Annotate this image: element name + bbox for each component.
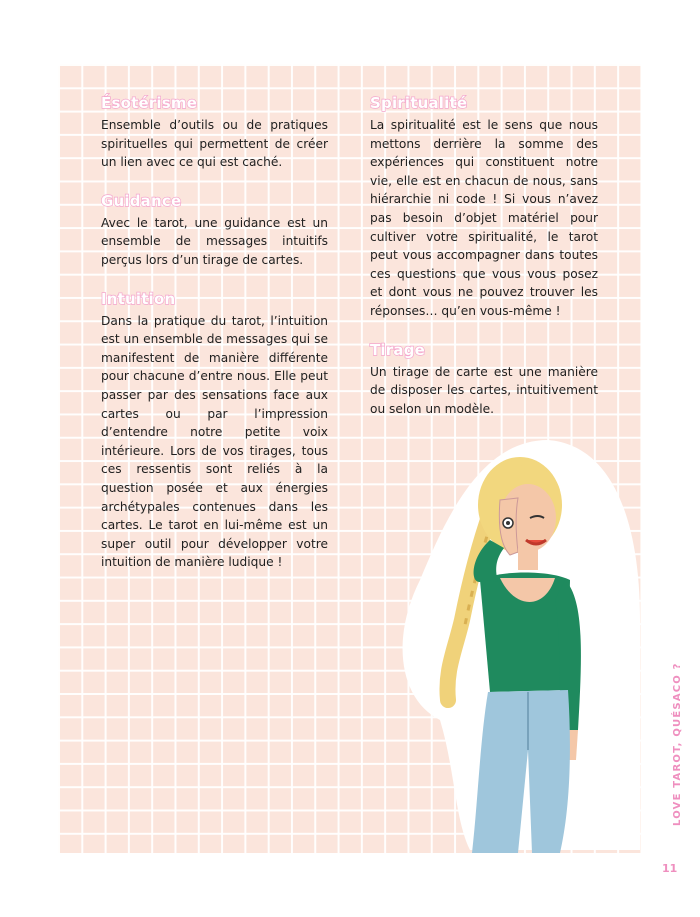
- entry-title: Guidance: [101, 191, 182, 210]
- glossary-entry-guidance: [101, 190, 328, 270]
- entry-body: La spiritualité est le sens que nous mettons derrière la somme des expériences qui constituent notre vie, elle est en chacun de nous, sans hiérarchie ni code ! Si vous n’avez pas besoin d’objet matériel pour cultiver votre spiritualité, le tarot peut vous accompagner dans toutes ces questions que vous vous posez et dont vous ne pouvez trouver les réponses… qu’en vous-même !: [370, 118, 598, 318]
- entry-body: Ensemble d’outils ou de pratiques spirituelles qui permettent de créer un lien avec ce qui est caché.: [101, 118, 328, 170]
- glossary-entry-tirage: [370, 339, 598, 419]
- entry-title: Ésotérisme: [101, 94, 198, 112]
- entry-title: Tirage: [370, 340, 426, 359]
- running-header-side: LOVE TAROT, QUÉSACO ?: [672, 662, 683, 826]
- entry-body: Avec le tarot, une guidance est un ensemble de messages intuitifs perçus lors d’un tirage de cartes.: [101, 215, 328, 267]
- right-column: [370, 92, 598, 436]
- left-column: [101, 92, 328, 590]
- glossary-entry-spiritualite: [370, 92, 598, 321]
- woman-illustration: [400, 430, 641, 853]
- entry-title: Spiritualité: [370, 94, 468, 112]
- entry-body: Un tirage de carte est une manière de disposer les cartes, intuitivement ou selon un modèle.: [370, 364, 598, 416]
- page-number: 11: [662, 862, 678, 875]
- glossary-entry-intuition: [101, 288, 328, 572]
- entry-title: Intuition: [101, 289, 176, 308]
- glossary-entry-esoterisme: [101, 92, 328, 172]
- entry-body: Dans la pratique du tarot, l’intuition est un ensemble de messages qui se manifestent de manière différente pour chacune d’entre nous. Elle peut passer par des sensations face aux cartes ou par l’impression d’entendre notre petite voix intérieure. Lors de vos tirages, tous ces ressentis sont reliés à la question posée et aux énergies archétypales contenues dans les cartes. Le tarot en lui-même est un super outil pour développer votre intuition de manière ludique !: [101, 313, 328, 570]
